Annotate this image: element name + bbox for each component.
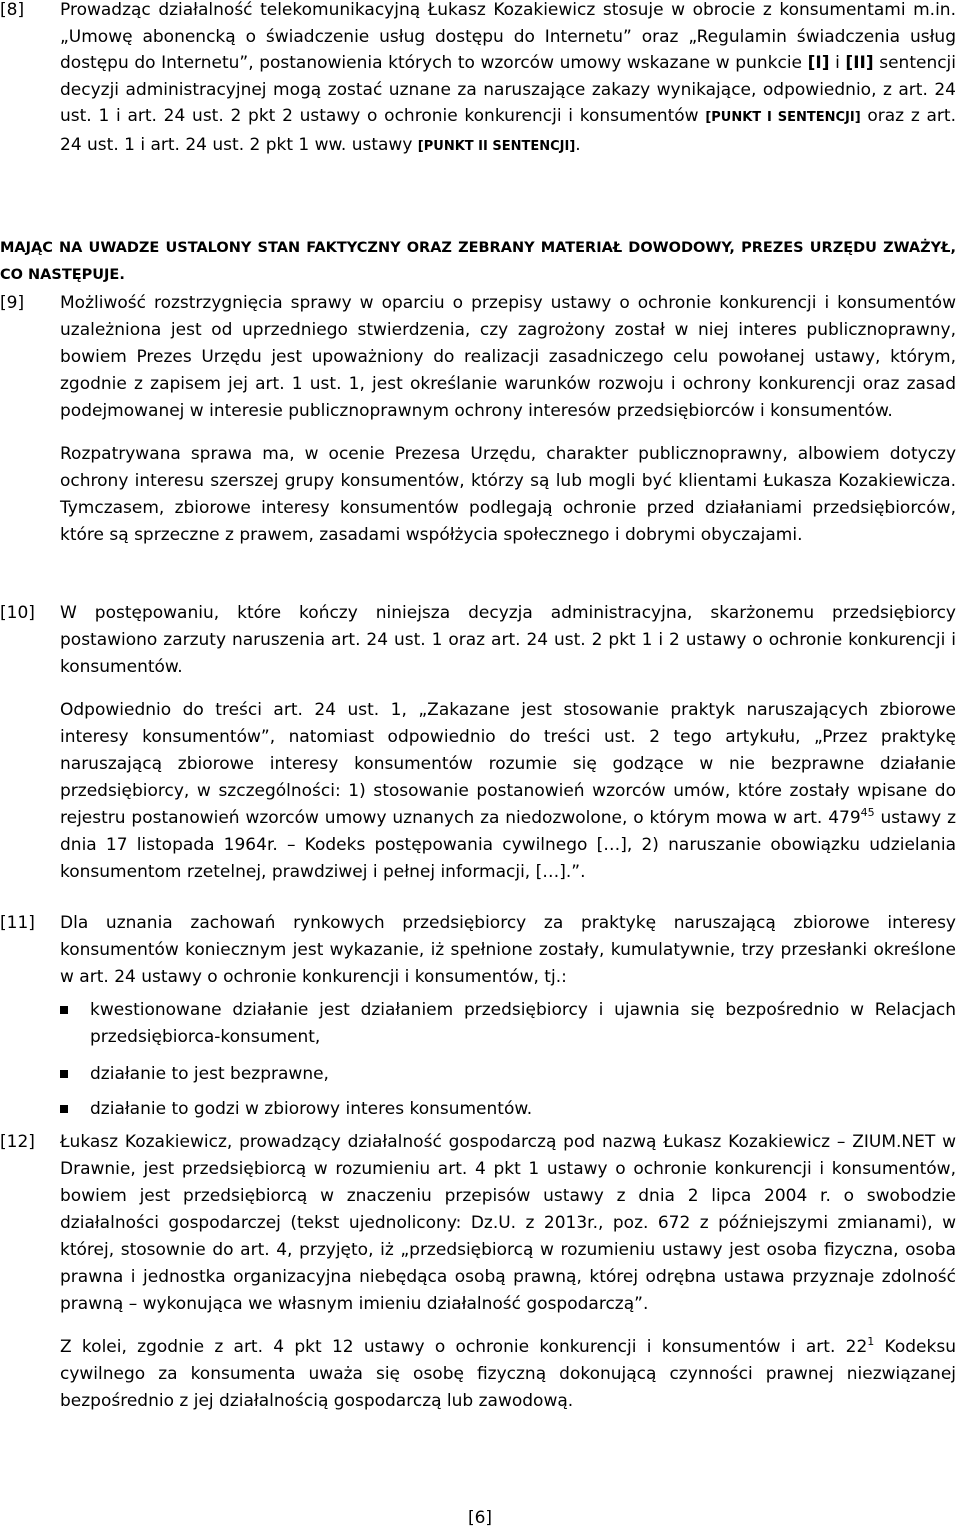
square-bullet-icon — [60, 1006, 68, 1014]
square-bullet-icon — [60, 1070, 68, 1078]
superscript: 1 — [867, 1335, 875, 1348]
reference-point-1: [I] — [807, 53, 830, 74]
list-item: kwestionowane działanie jest działaniem przedsiębiorcy i ujawnia się bezpośrednio w Relacjach przedsiębiorca-konsument, — [60, 997, 956, 1051]
paragraph-11 — [0, 910, 956, 991]
page-number: [6] — [467, 1508, 493, 1528]
paragraph-number: [8] — [0, 0, 25, 20]
paragraph-text: Możliwość rozstrzygnięcia sprawy w oparciu o przepisy ustawy o ochronie konkurencji i konsumentów uzależniona jest od uprzedniego stwierdzenia, czy zagrożony został w niej interes publicznoprawny, bowiem Prezes Urzędu jest upoważniony do realizacji zasadniczego celu powołanej ustawy, którym, zgodnie z zapisem jej art. 1 ust. 1, jest określanie warunków rozwoju i ochrony konkurencji oraz zasad podejmowanej w interesie publicznoprawnym ochrony interesów przedsiębiorców i konsumentów. — [60, 293, 956, 421]
paragraph-9 — [0, 290, 956, 549]
paragraph-text: Odpowiednio do treści art. 24 ust. 1, „Zakazane jest stosowanie praktyk naruszających zbiorowe interesy konsumentów”, natomiast odpowiednio do treści ust. 2 tego artykułu, „Przez praktykę naruszającą zbiorowe interesy konsumentów rozumie się godzące w nie bezprawne działanie przedsiębiorcy, w szczególności: 1) stosowanie postanowień wzorców umów, które zostały wpisane do rejestru postanowień wzorców umowy uznanych za niedozwolone, o którym mowa w art. $479^{45}$ ustawy z dnia 17 listopada 1964r. – Kodeks postępowania cywilnego […], 2) naruszanie obowiązku udzielania konsumentom rzetelnej, prawdziwej i pełnej informacji, […].”. — [60, 700, 956, 882]
paragraph-text: Rozpatrywana sprawa ma, w ocenie Prezesa Urzędu, charakter publicznoprawny, albowiem dotyczy ochrony interesu szerszej grupy konsumentów, którzy są lub mogli być klientami Łukasza Kozakiewicza. Tymczasem, zbiorowe interesy konsumentów podlegają ochronie przed działaniami przedsiębiorców, które są sprzeczne z prawem, zasadami współżycia społecznego i dobrymi obyczajami. — [60, 444, 956, 545]
paragraph-text: Z kolei, zgodnie z art. 4 pkt 12 ustawy o ochronie konkurencji i konsumentów i art. $22^1$ Kodeksu cywilnego za konsumenta uważa się osobę fizyczną dokonującą czynności prawnej niezwiązanej bezpośrednio z jej działalnością gospodarczą lub zawodową. — [60, 1335, 956, 1411]
paragraph-number: [12] — [0, 1132, 35, 1152]
list-item: działanie to jest bezprawne, — [60, 1061, 956, 1088]
paragraph-number: [11] — [0, 913, 35, 933]
superscript: 45 — [860, 806, 875, 819]
paragraph-12 — [0, 1129, 956, 1415]
reference-point-2: [II] — [845, 53, 874, 74]
square-bullet-icon — [60, 1105, 68, 1113]
paragraph-text: Prowadząc działalność telekomunikacyjną Łukasz Kozakiewicz stosuje w obrocie z konsumentami m.in. „Umowę abonencką o świadczenie usług dostępu do Internetu” oraz „Regulamin świadczenia usług dostępu do Internetu”, postanowienia których to wzorców umowy wskazane w punkcie [I] i [II] sentencji decyzji administracyjnej mogą zostać uznane za naruszające zakazy wynikające, odpowiednio, z art. 24 ust. 1 i art. 24 ust. 2 pkt 2 ustawy o ochronie konkurencji i konsumentów [PUNKT I SENTENCJI] oraz z art. 24 ust. 1 i art. 24 ust. 2 pkt 1 ww. ustawy [PUNKT II SENTENCJI]. — [60, 0, 957, 155]
reference-sentence-2: [PUNKT II SENTENCJI] — [417, 138, 576, 154]
criteria-list — [60, 997, 956, 1123]
paragraph-number: [10] — [0, 603, 35, 623]
paragraph-10 — [0, 600, 956, 886]
paragraph-text: W postępowaniu, które kończy niniejsza decyzja administracyjna, skarżonemu przedsiębiorcy postawiono zarzuty naruszenia art. 24 ust. 1 oraz art. 24 ust. 2 pkt 1 i 2 ustawy o ochronie konkurencji i konsumentów. — [60, 603, 956, 677]
paragraph-8 — [0, 0, 956, 161]
paragraph-text: Łukasz Kozakiewicz, prowadzący działalność gospodarczą pod nazwą Łukasz Kozakiewicz – ZIUM.NET w Drawnie, jest przedsiębiorcą w rozumieniu art. 4 pkt 1 ustawy o ochronie konkurencji i konsumentów, bowiem jest przedsiębiorcą w znaczeniu przepisów ustawy z dnia 2 lipca 2004 r. o swobodzie działalności gospodarczej (tekst ujednolicony: Dz.U. z 2013r., poz. 672 z późniejszymi zmianami), w której, stosownie do art. 4, przyjęto, iż „przedsiębiorcą w rozumieniu ustawy jest osoba fizyczna, osoba prawna i jednostka organizacyjna niebędąca osobą prawną, której odrębna ustawa przyznaje zdolność prawną – wykonująca we własnym imieniu działalność gospodarczą”. — [60, 1132, 956, 1314]
section-heading: MAJĄC NA UWADZE USTALONY STAN FAKTYCZNY ORAZ ZEBRANY MATERIAŁ DOWODOWY, PREZES URZĘDU ZWAŻYŁ, CO NASTĘPUJE. — [0, 240, 956, 283]
paragraph-text: Dla uznania zachowań rynkowych przedsiębiorcy za praktykę naruszającą zbiorowe interesy konsumentów koniecznym jest wykazanie, iż spełnione zostały, kumulatywnie, trzy przesłanki określone w art. 24 ustawy o ochronie konkurencji i konsumentów, tj.: — [60, 913, 956, 987]
paragraph-number: [9] — [0, 293, 25, 313]
list-item: działanie to godzi w zbiorowy interes konsumentów. — [60, 1096, 956, 1123]
reference-sentence-1: [PUNKT I SENTENCJI] — [705, 110, 861, 126]
